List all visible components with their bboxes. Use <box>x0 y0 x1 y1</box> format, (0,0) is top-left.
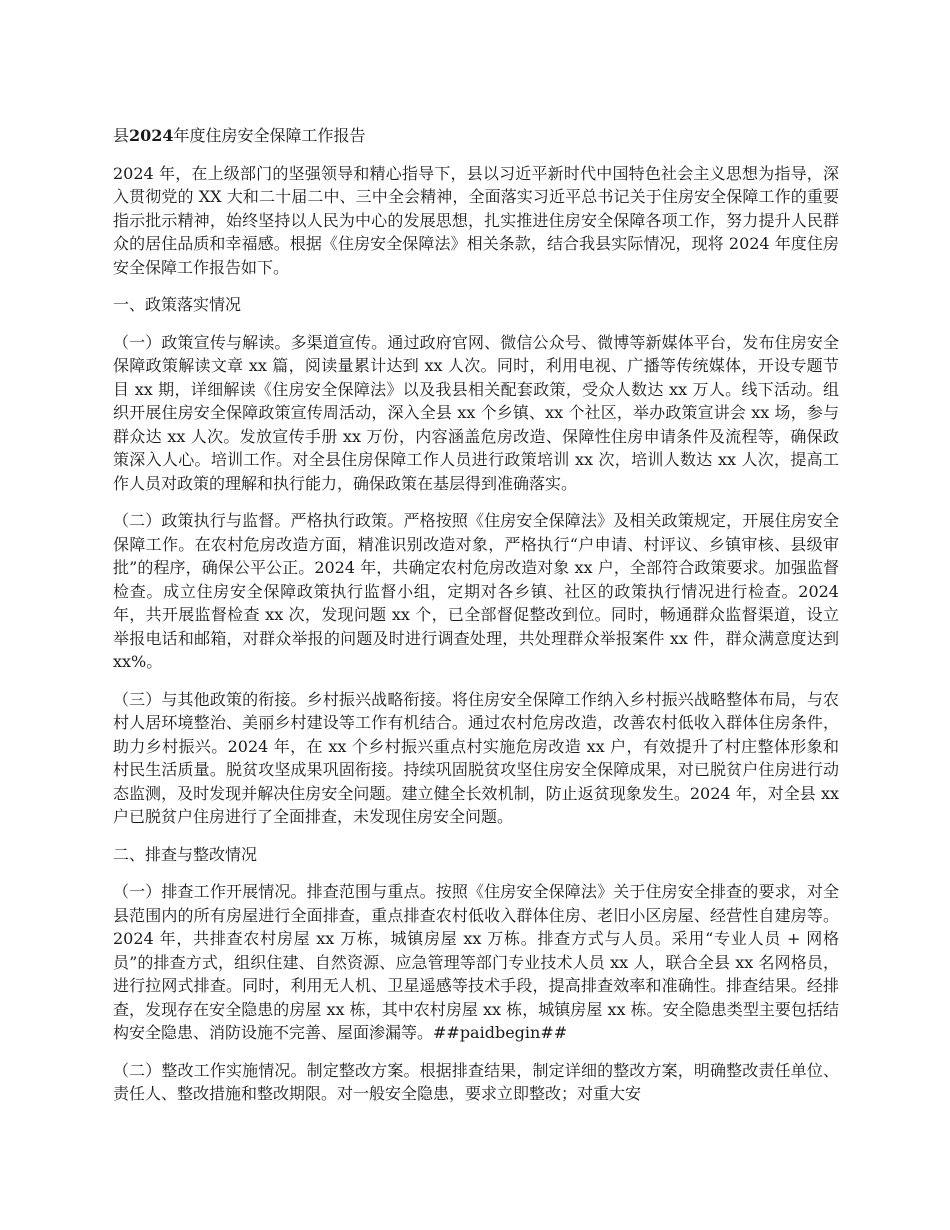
paragraph-rectification-work: （二）整改工作实施情况。制定整改方案。根据排查结果，制定详细的整改方案，明确整改责任单位、责任人、整改措施和整改期限。对一般安全隐患，要求立即整改；对重大安 <box>113 1060 839 1103</box>
document-page <box>113 124 839 1120</box>
title-suffix: 年度住房安全保障工作报告 <box>173 126 366 145</box>
paragraph-policy-publicity: （一）政策宣传与解读。多渠道宣传。通过政府官网、微信公众号、微博等新媒体平台，发布住房安全保障政策解读文章 xx 篇，阅读量累计达到 xx 人次。同时，利用电视、广播等传统媒体，开设专题节目 xx 期，详细解读《住房安全保障法》以及我县相关配套政策，受众人数达 xx 万人。线下活动。组织开展住房安全保障政策宣传周活动，深入全县 xx 个乡镇、xx 个社区，举办政策宣讲会 xx 场，参与群众达 xx 人次。发放宣传手册 xx 万份，内容涵盖危房改造、保障性住房申请条件及流程等，确保政策深入人心。培训工作。对全县住房保障工作人员进行政策培训 xx 次，培训人数达 xx 人次，提高工作人员对政策的理解和执行能力，确保政策在基层得到准确落实。 <box>113 332 839 493</box>
document-title <box>113 124 839 148</box>
title-year: 2024 <box>129 126 174 145</box>
paragraph-inspection-work: （一）排查工作开展情况。排查范围与重点。按照《住房安全保障法》关于住房安全排查的要求，对全县范围内的所有房屋进行全面排查，重点排查农村低收入群体住房、老旧小区房屋、经营性自建房等。2024 年，共排查农村房屋 xx 万栋，城镇房屋 xx 万栋。排查方式与人员。采用“专业人员 + 网格员”的排查方式，组织住建、自然资源、应急管理等部门专业技术人员 xx 人，联合全县 xx 名网格员，进行拉网式排查。同时，利用无人机、卫星遥感等技术手段，提高排查效率和准确性。排查结果。经排查，发现存在安全隐患的房屋 xx 栋，其中农村房屋 xx 栋，城镇房屋 xx 栋。安全隐患类型主要包括结构安全隐患、消防设施不完善、屋面渗漏等。##paidbegin## <box>113 882 839 1042</box>
paragraph-policy-linkage: （三）与其他政策的衔接。乡村振兴战略衔接。将住房安全保障工作纳入乡村振兴战略整体布局，与农村人居环境整治、美丽乡村建设等工作有机结合。通过农村危房改造，改善农村低收入群体住房条件，助力乡村振兴。2024 年，在 xx 个乡村振兴重点村实施危房改造 xx 户，有效提升了村庄整体形象和村民生活质量。脱贫攻坚成果巩固衔接。持续巩固脱贫攻坚住房安全保障成果，对已脱贫户住房进行动态监测，及时发现并解决住房安全问题。建立健全长效机制，防止返贫现象发生。2024 年，对全县 xx 户已脱贫户住房进行了全面排查，未发现住房安全问题。 <box>113 689 839 826</box>
intro-paragraph: 2024 年，在上级部门的坚强领导和精心指导下，县以习近平新时代中国特色社会主义思想为指导，深入贯彻党的 XX 大和二十届二中、三中全会精神，全面落实习近平总书记关于住房安全保障工作的重要指示批示精神，始终坚持以人民为中心的发展思想，扎实推进住房安全保障各项工作，努力提升人民群众的居住品质和幸福感。根据《住房安全保障法》相关条款，结合我县实际情况，现将 2024 年度住房安全保障工作报告如下。 <box>113 163 839 277</box>
section-heading-inspection: 二、排查与整改情况 <box>113 844 258 864</box>
title-prefix: 县 <box>113 126 130 145</box>
section-heading-policy: 一、政策落实情况 <box>113 295 242 314</box>
paragraph-policy-execution: （二）政策执行与监督。严格执行政策。严格按照《住房安全保障法》及相关政策规定，开展住房安全保障工作。在农村危房改造方面，精准识别改造对象，严格执行“户申请、村评议、乡镇审核、县级审批”的程序，确保公平公正。2024 年，共确定农村危房改造对象 xx 户，全部符合政策要求。加强监督检查。成立住房安全保障政策执行监督小组，定期对各乡镇、社区的政策执行情况进行检查。2024 年，共开展监督检查 xx 次，发现问题 xx 个，已全部督促整改到位。同时，畅通群众监督渠道，设立举报电话和邮箱，对群众举报的问题及时进行调查处理，共处理群众举报案件 xx 件，群众满意度达到 xx%。 <box>113 511 839 671</box>
